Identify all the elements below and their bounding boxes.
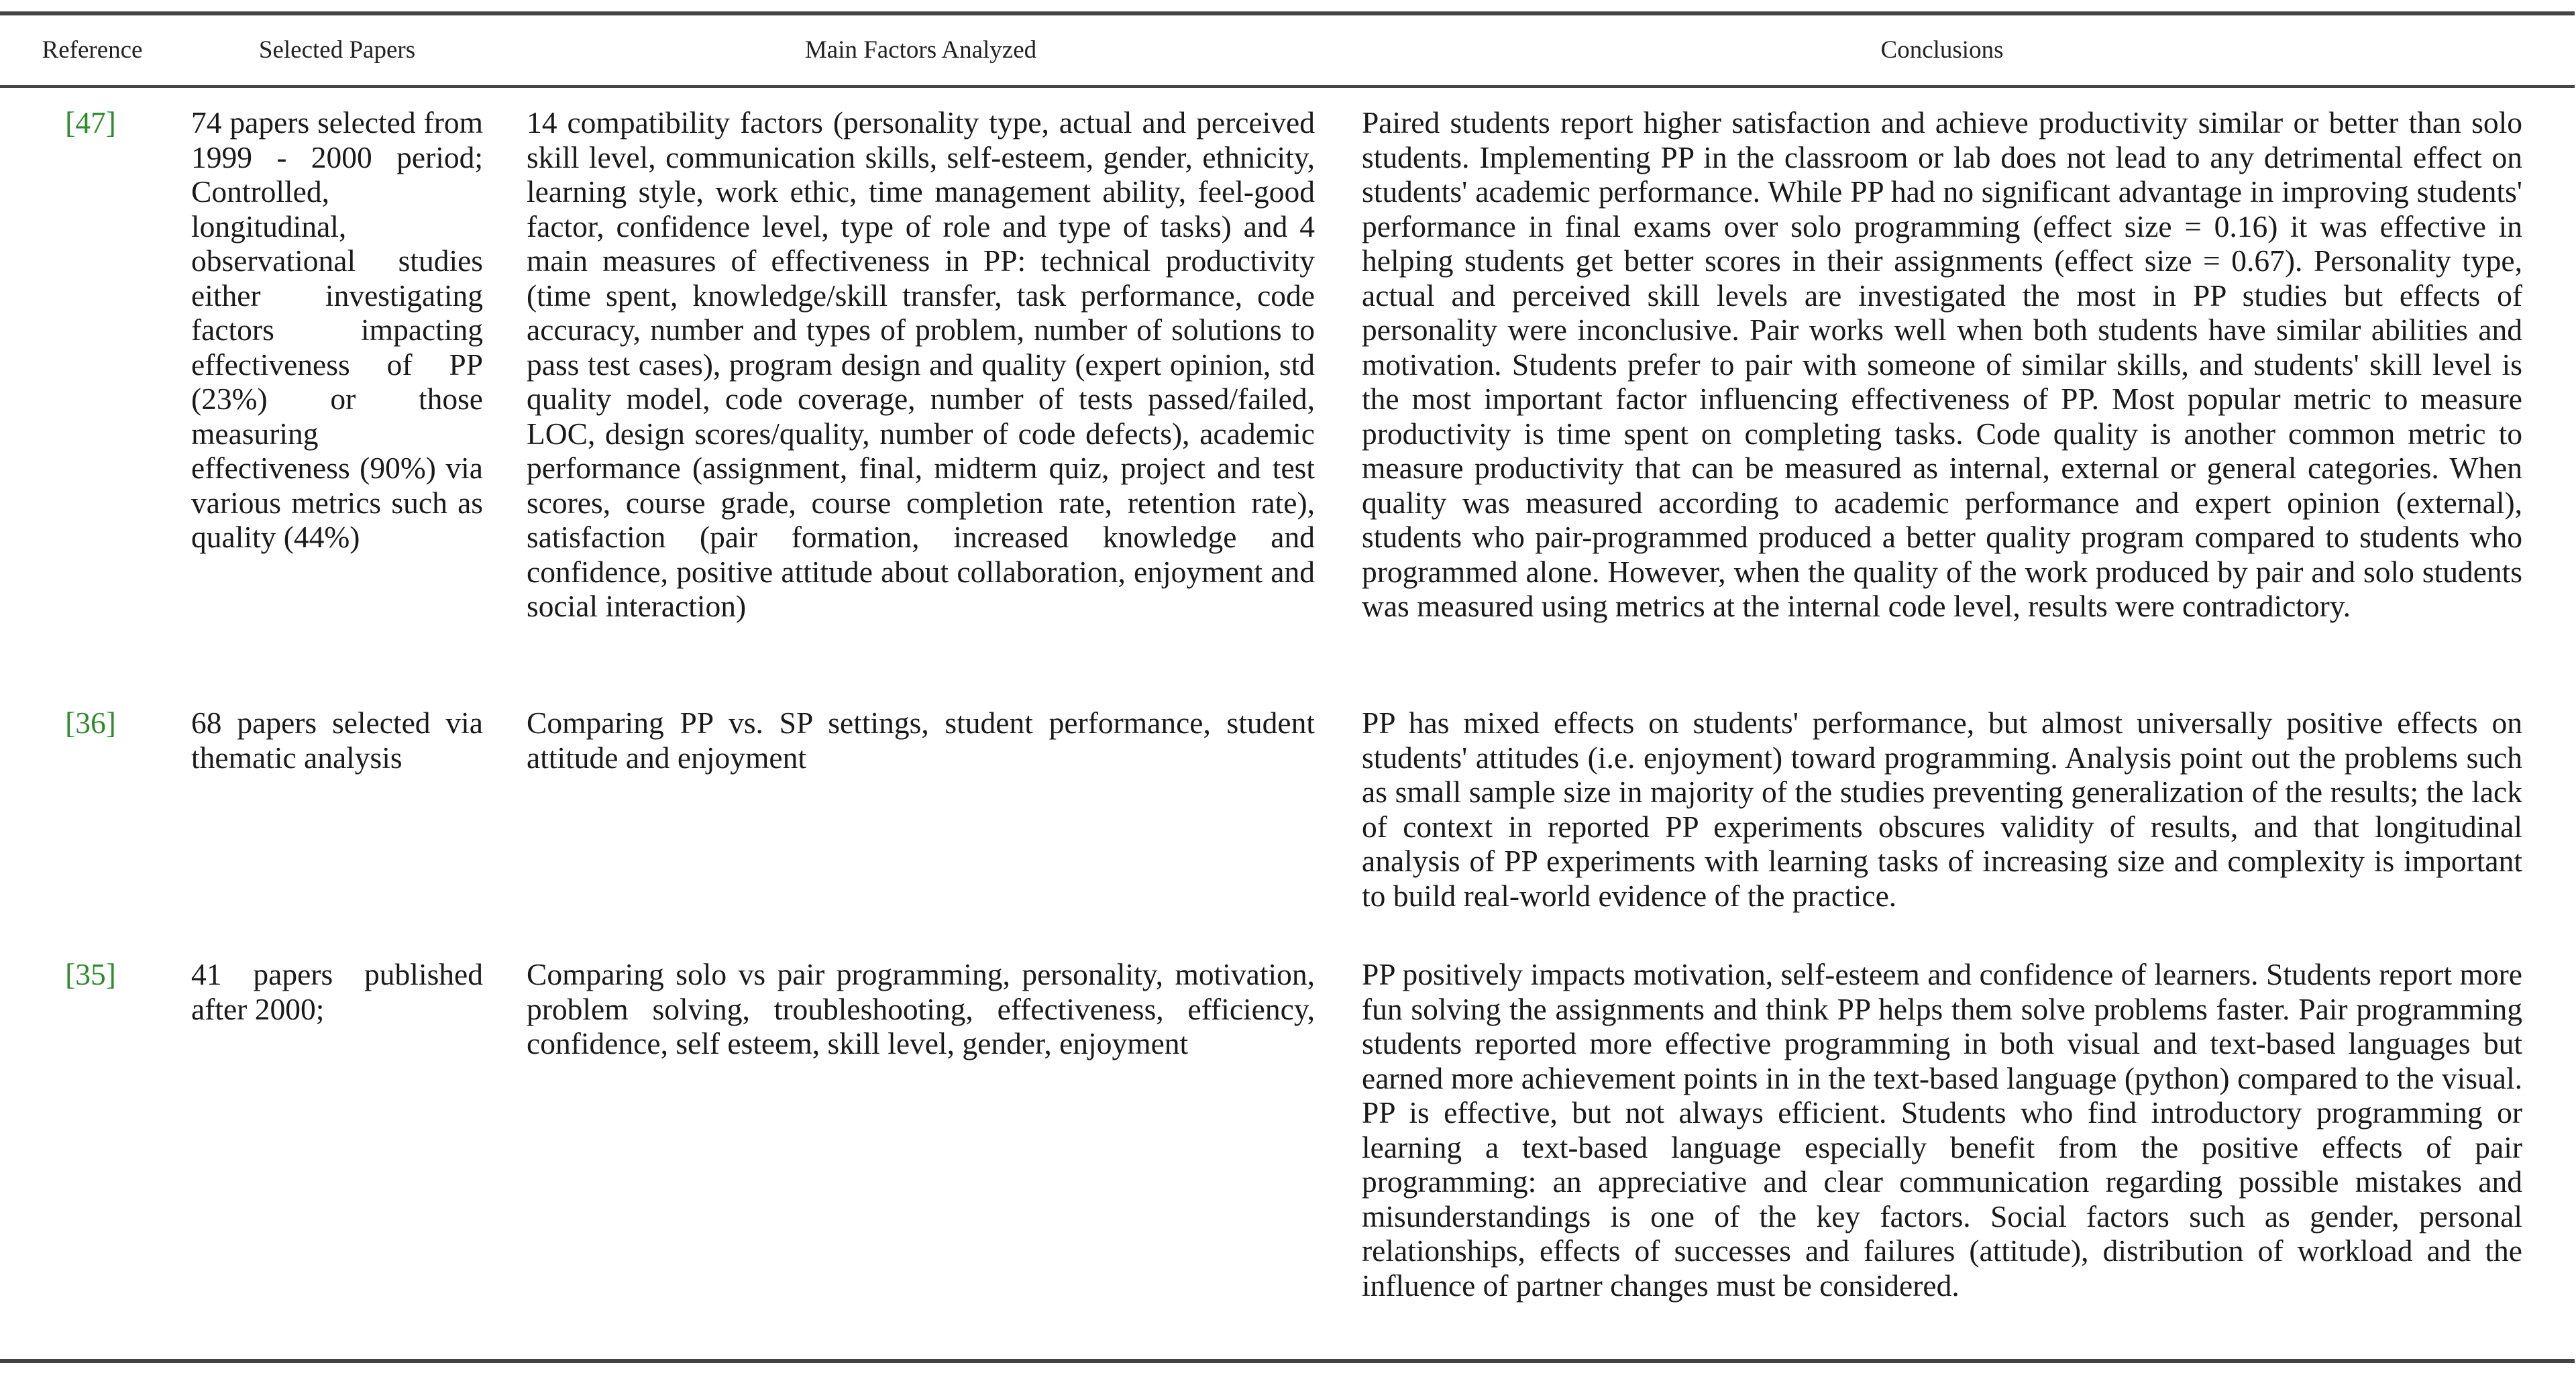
reference-link[interactable]: [36]	[65, 706, 116, 740]
header-selected-papers: Selected Papers	[258, 36, 416, 64]
table-header-rule	[0, 85, 2575, 88]
table-top-rule	[0, 11, 2575, 15]
reference-link[interactable]: [47]	[65, 105, 116, 140]
reference-link[interactable]: [35]	[65, 957, 116, 991]
selected-papers-cell: 74 papers selected from 1999 - 2000 period; Controlled, longitudinal, observational studies either investigating factors impacting effectiveness of PP (23%) or those measuring effectiveness (90%) via various metrics such as quality (44%)	[191, 105, 483, 554]
table-bottom-rule	[0, 1359, 2575, 1363]
main-factors-cell: 14 compatibility factors (personality type, actual and perceived skill level, communication skills, self-esteem, gender, ethnicity, learning style, work ethic, time management ability, feel-good factor, confidence level, type of role and type of tasks) and 4 main measures of effectiveness in PP: technical productivity (time spent, knowledge/skill transfer, task performance, code accuracy, number and types of problem, number of solutions to pass test cases), program design and quality (expert opinion, std quality model, code coverage, number of tests passed/failed, LOC, design scores/quality, number of code defects), academic performance (assignment, final, midterm quiz, project and test scores, course grade, course completion rate, retention rate), satisfaction (pair formation, increased knowledge and confidence, positive attitude about collaboration, enjoyment and social interaction)	[527, 105, 1315, 623]
header-conclusions: Conclusions	[1880, 36, 2004, 64]
main-factors-cell: Comparing PP vs. SP settings, student performance, student attitude and enjoyment	[527, 706, 1315, 775]
main-factors-cell: Comparing solo vs pair programming, personality, motivation, problem solving, troubleshooting, effectiveness, efficiency, confidence, self esteem, skill level, gender, enjoyment	[527, 957, 1315, 1060]
conclusions-cell: PP has mixed effects on students' performance, but almost universally positive effects on students' attitudes (i.e. enjoyment) toward programming. Analysis point out the problems such as small sample size in majority of the studies preventing generalization of the results; the lack of context in reported PP experiments obscures validity of results, and that longitudinal analysis of PP experiments with learning tasks of increasing size and complexity is important to build real-world evidence of the practice.	[1362, 706, 2522, 913]
conclusions-cell: PP positively impacts motivation, self-esteem and confidence of learners. Students report more fun solving the assignments and think PP helps them solve problems faster. Pair programming students reported more effective programming in both visual and text-based languages but earned more achievement points in in the text-based language (python) compared to the visual. PP is effective, but not always efficient. Students who find introductory programming or learning a text-based language especially benefit from the positive effects of pair programming: an appreciative and clear communication regarding possible mistakes and misunderstandings is one of the key factors. Social factors such as gender, personal relationships, effects of successes and failures (attitude), distribution of workload and the influence of partner changes must be considered.	[1362, 957, 2522, 1303]
selected-papers-cell: 41 papers published after 2000;	[191, 957, 483, 1026]
selected-papers-cell: 68 papers selected via thematic analysis	[191, 706, 483, 775]
header-reference: Reference	[42, 36, 143, 64]
header-main-factors: Main Factors Analyzed	[804, 36, 1037, 64]
conclusions-cell: Paired students report higher satisfaction and achieve productivity similar or better than solo students. Implementing PP in the classroom or lab does not lead to any detrimental effect on students' academic performance. While PP had no significant advantage in improving students' performance in final exams over solo programming (effect size = 0.16) it was effective in helping students get better scores in their assignments (effect size = 0.67). Personality type, actual and perceived skill levels are investigated the most in PP studies but effects of personality were inconclusive. Pair works well when both students have similar abilities and motivation. Students prefer to pair with someone of similar skills, and students' skill level is the most important factor influencing effectiveness of PP. Most popular metric to measure productivity is time spent on completing tasks. Code quality is another common metric to measure productivity that can be measured as internal, external or general categories. When quality was measured according to academic performance and expert opinion (external), students who pair-programmed produced a better quality program compared to students who programmed alone. However, when the quality of the work produced by pair and solo students was measured using metrics at the internal code level, results were contradictory.	[1362, 105, 2522, 623]
